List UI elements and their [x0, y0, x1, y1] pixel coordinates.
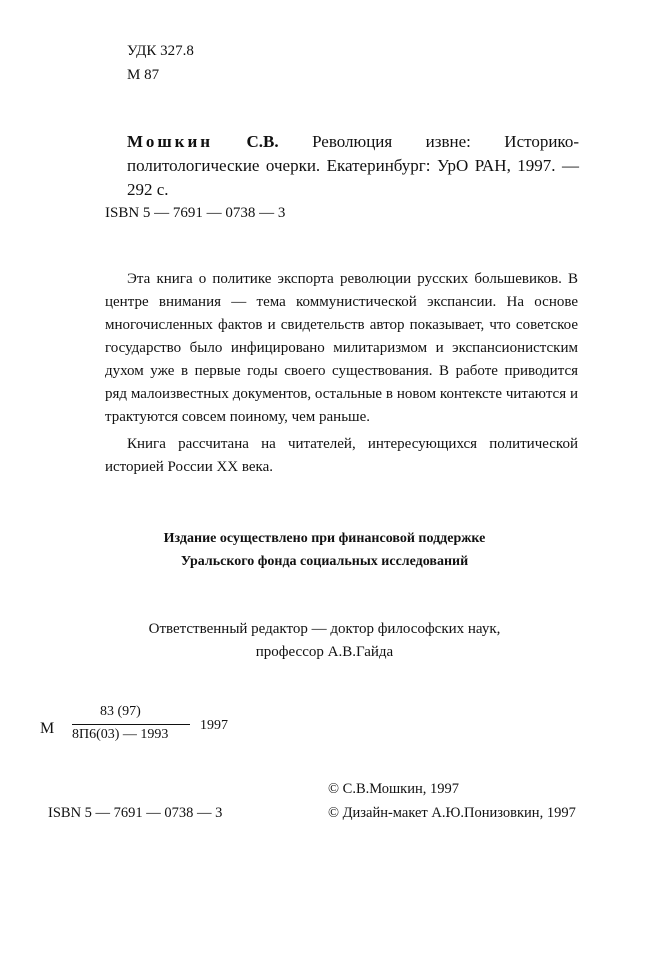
copyright-design: © Дизайн-макет А.Ю.Понизовкин, 1997 — [328, 805, 576, 821]
author-mark: М 87 — [127, 67, 160, 83]
funding-note — [0, 527, 649, 573]
udk-code: УДК 327.8 — [127, 43, 194, 59]
abstract-paragraph-2: Книга рассчитана на читателей, интересующихся политической историей России XX века. — [105, 436, 578, 475]
classification-fraction — [72, 704, 190, 745]
abstract-paragraph-1: Эта книга о политике экспорта революции русских большевиков. В центре внимания — тема коммунистической экспансии. На основе многочисленных фактов и свидетельств автор показывает, что советское государство было инфицировано милитаризмом и экспансионистским духом уже в первые годы своего существования. В работе приводится ряд малоизвестных документов, остальные в новом контексте читаются и трактуются совсем поиному, чем раньше. — [105, 271, 578, 425]
isbn-bottom: ISBN 5 — 7691 — 0738 — 3 — [48, 805, 223, 821]
author-surname: Мошкин — [127, 132, 214, 151]
funding-line-1: Издание осуществлено при финансовой поддержке — [163, 531, 486, 546]
editor-note — [0, 618, 649, 664]
author-initials: С.В. — [246, 132, 279, 151]
classification-numerator: 83 (97) — [100, 704, 141, 719]
abstract — [105, 268, 578, 479]
copyright-author: © С.В.Мошкин, 1997 — [328, 781, 459, 797]
bibliographic-rest: Революция извне: Историко-политологические очерки. Екатеринбург: УрО РАН, 1997. — 292 с. — [127, 132, 579, 199]
editor-line-1: Ответственный редактор — доктор философских наук, — [148, 621, 501, 637]
classification-year: 1997 — [200, 718, 228, 733]
funding-line-2: Уральского фонда социальных исследований — [180, 554, 469, 569]
bibliographic-description — [127, 130, 579, 202]
classification-letter: М — [40, 720, 55, 737]
classification-denominator: 8П6(03) — 1993 — [72, 727, 169, 742]
editor-line-2: профессор А.В.Гайда — [255, 644, 394, 660]
isbn-top: ISBN 5 — 7691 — 0738 — 3 — [105, 205, 286, 221]
fraction-divider — [72, 724, 190, 725]
